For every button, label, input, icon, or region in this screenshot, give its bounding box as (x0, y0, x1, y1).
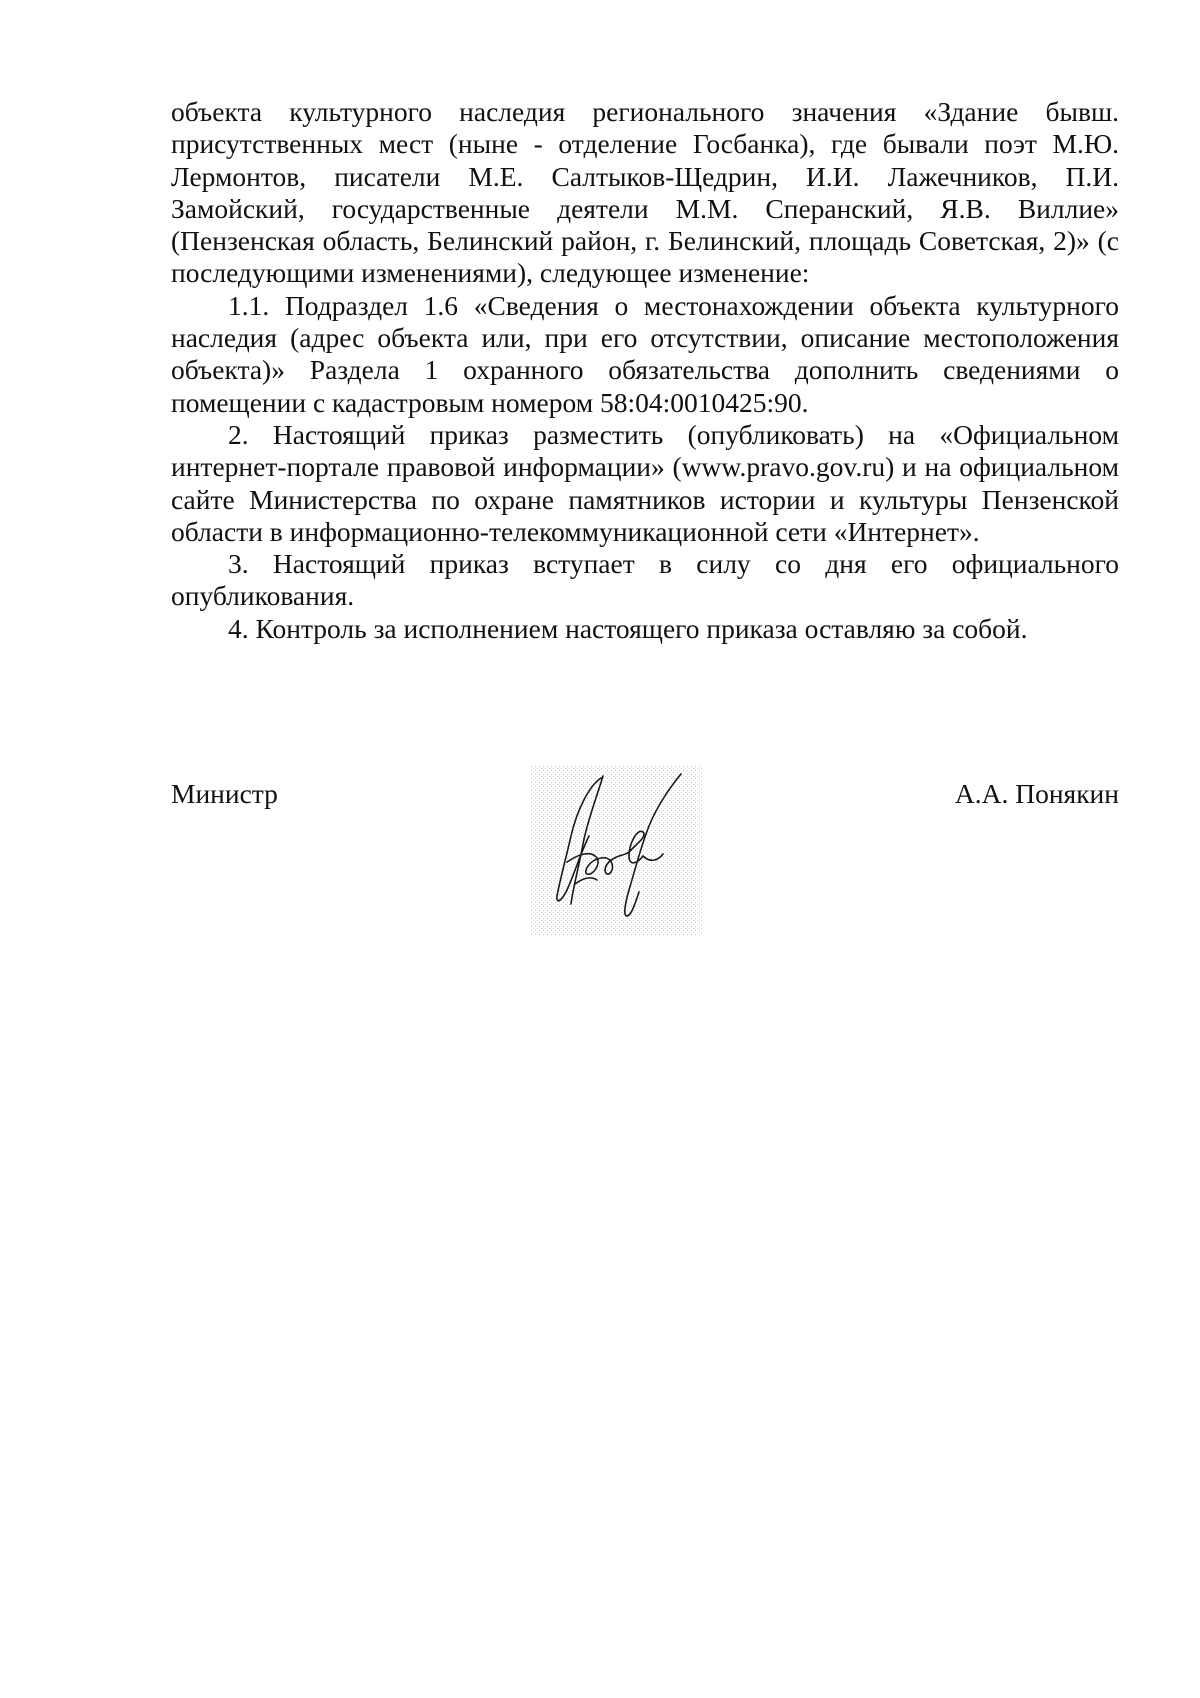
paragraph-3: 3. Настоящий приказ вступает в силу со дня его официального опубликования. (171, 548, 1119, 612)
signatory-title: Министр (171, 778, 278, 809)
paragraph-4: 4. Контроль за исполнением настоящего приказа оставляю за собой. (228, 612, 1028, 644)
paragraph-intro-continuation: объекта культурного наследия регионального значения «Здание бывш. присутственных мест (ныне - отделение Госбанка), где бывали поэт М.Ю. Лермонтов, писатели М.Е. Салтыков-Щедрин, И.И. Лажечников, П.И. Замойский, государственные деятели М.М. Сперанский, Я.В. Виллие» (Пензенская область, Белинский район, г. Белинский, площадь Советская, 2)» (с последующими изменениями), следующее изменение: (171, 96, 1119, 289)
signature-background (531, 766, 703, 936)
document-body (171, 96, 1119, 645)
signatory-name: А.А. Понякин (954, 778, 1119, 809)
handwritten-signature (531, 766, 703, 936)
paragraph-2: 2. Настоящий приказ разместить (опубликовать) на «Официальном интернет-портале правовой информации» (www.pravo.gov.ru) и на официальном сайте Министерства по охране памятников истории и культуры Пензенской области в информационно-телекоммуникационной сети «Интернет». (171, 418, 1119, 547)
paragraph-1-1: 1.1. Подраздел 1.6 «Сведения о местонахождении объекта культурного наследия (адрес объекта или, при его отсутствии, описание местоположения объекта)» Раздела 1 охранного обязательства дополнить сведениями о помещении с кадастровым номером 58:04:0010425:90. (171, 289, 1119, 418)
